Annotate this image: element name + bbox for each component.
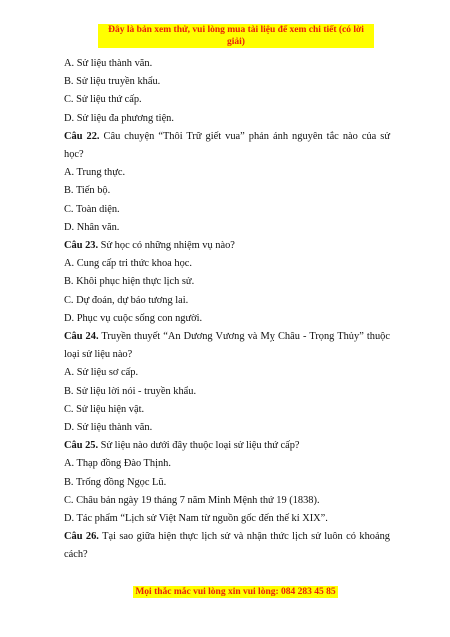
answer-option: D. Tác phẩm “Lịch sử Việt Nam từ nguồn gốc đến thế kỉ XIX”. xyxy=(64,513,328,525)
question-number: Câu 24. xyxy=(64,331,99,343)
answer-option: A. Trung thực. xyxy=(64,167,126,179)
question-text: Câu chuyện “Thôi Trữ giết vua” phản ánh nguyên tắc nào của sử học? xyxy=(64,130,390,161)
question-text: Sử học có những nhiệm vụ nào? xyxy=(98,240,235,252)
question-text: Truyền thuyết “An Dương Vương và Mỵ Châu - Trọng Thủy” thuộc loại sử liệu nào? xyxy=(64,331,390,361)
question-23 xyxy=(64,237,390,255)
answer-option: B. Khôi phục hiện thực lịch sử. xyxy=(64,276,195,288)
answer-option: B. Trống đồng Ngọc Lũ. xyxy=(64,476,167,488)
answer-option: A. Sử liệu sơ cấp. xyxy=(64,367,139,379)
answer-option: B. Sử liệu lời nói - truyền khẩu. xyxy=(64,385,197,397)
question-25 xyxy=(64,437,390,455)
answer-option: A. Cung cấp tri thức khoa học. xyxy=(64,258,192,270)
question-number: Câu 22. xyxy=(64,130,100,142)
answer-option: C. Dự đoán, dự báo tương lai. xyxy=(64,294,189,306)
answer-option: C. Toàn diện. xyxy=(64,203,120,215)
answer-option: C. Châu bản ngày 19 tháng 7 năm Minh Mệnh thứ 19 (1838). xyxy=(64,494,320,506)
answer-option: D. Sử liệu thành văn. xyxy=(64,422,153,434)
document-body xyxy=(64,55,390,565)
question-22 xyxy=(64,128,390,164)
answer-option: B. Sử liệu truyền khẩu. xyxy=(64,76,161,88)
answer-option: C. Sử liệu hiện vật. xyxy=(64,403,145,415)
question-number: Câu 26. xyxy=(64,531,99,543)
answer-option: D. Phục vụ cuộc sống con người. xyxy=(64,312,203,324)
question-24 xyxy=(64,328,390,364)
answer-option: C. Sử liệu thứ cấp. xyxy=(64,94,142,106)
answer-option: D. Nhân văn. xyxy=(64,221,120,233)
question-26 xyxy=(64,528,390,564)
question-number: Câu 23. xyxy=(64,240,99,252)
question-number: Câu 25. xyxy=(64,440,99,452)
contact-banner: Mọi thắc mắc vui lòng xin vui lòng: 084 283 45 85 xyxy=(133,586,338,598)
question-text: Sử liệu nào dưới đây thuộc loại sử liệu thứ cấp? xyxy=(98,440,300,452)
answer-option: A. Thạp đồng Đào Thịnh. xyxy=(64,458,171,470)
preview-notice-banner: Đây là bản xem thử, vui lòng mua tài liệu để xem chi tiết (có lời giải) xyxy=(98,24,374,48)
answer-option: B. Tiến bộ. xyxy=(64,185,111,197)
answer-option: D. Sử liệu đa phương tiện. xyxy=(64,112,174,124)
answer-option: A. Sử liệu thành văn. xyxy=(64,58,153,69)
question-text: Tại sao giữa hiện thực lịch sử và nhận thức lịch sử luôn có khoảng cách? xyxy=(64,531,390,561)
